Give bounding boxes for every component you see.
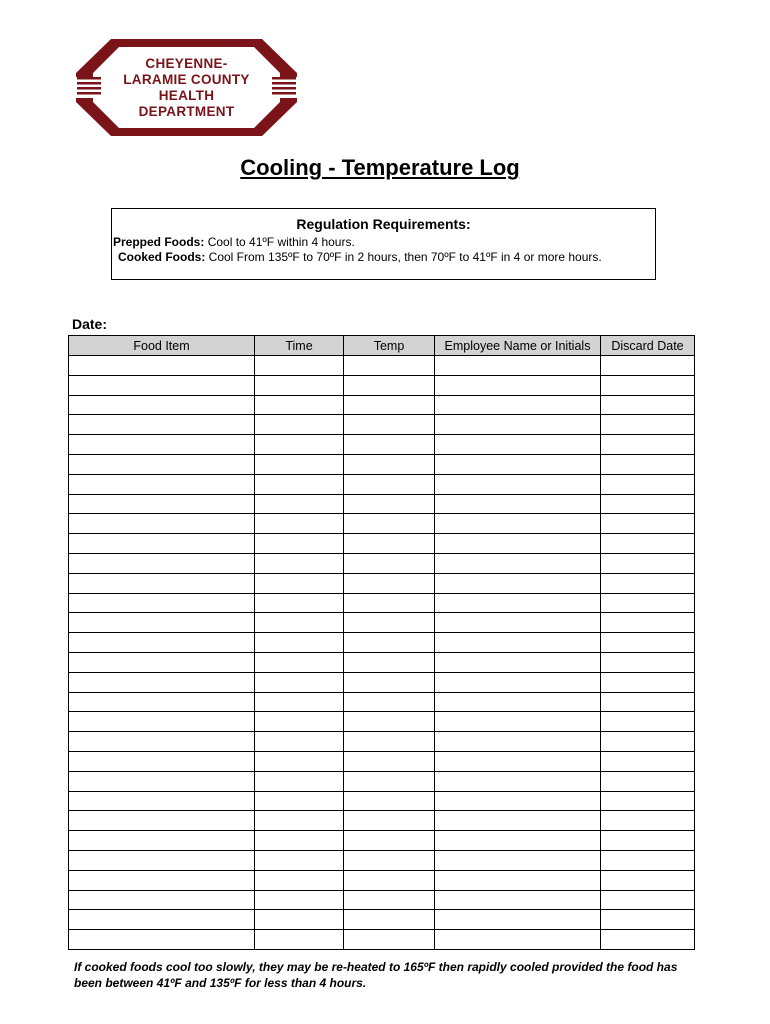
table-cell[interactable] <box>601 514 695 534</box>
table-cell[interactable] <box>69 375 255 395</box>
table-cell[interactable] <box>344 415 435 435</box>
table-cell[interactable] <box>69 870 255 890</box>
table-cell[interactable] <box>601 751 695 771</box>
table-cell[interactable] <box>255 633 344 653</box>
table-cell[interactable] <box>344 435 435 455</box>
cooked-foods-text: Cool From 135ºF to 70ºF in 2 hours, then 70ºF to 41ºF in 4 or more hours. <box>208 250 602 264</box>
table-cell[interactable] <box>344 751 435 771</box>
table-cell[interactable] <box>69 514 255 534</box>
table-cell[interactable] <box>601 850 695 870</box>
table-cell[interactable] <box>69 415 255 435</box>
table-cell[interactable] <box>601 672 695 692</box>
table-cell[interactable] <box>435 415 601 435</box>
table-cell[interactable] <box>69 534 255 554</box>
table-cell[interactable] <box>69 672 255 692</box>
table-row <box>69 395 695 415</box>
table-cell[interactable] <box>255 514 344 534</box>
table-cell[interactable] <box>69 474 255 494</box>
table-cell[interactable] <box>435 454 601 474</box>
table-cell[interactable] <box>69 910 255 930</box>
table-cell[interactable] <box>344 633 435 653</box>
table-cell[interactable] <box>255 791 344 811</box>
logo-line-1: CHEYENNE- <box>145 55 228 71</box>
cooked-foods-label: Cooked Foods: <box>118 250 206 264</box>
logo-text <box>75 37 298 138</box>
table-cell[interactable] <box>435 890 601 910</box>
table-row <box>69 474 695 494</box>
table-cell[interactable] <box>344 811 435 831</box>
table-row <box>69 375 695 395</box>
table-cell[interactable] <box>344 454 435 474</box>
table-cell[interactable] <box>601 831 695 851</box>
table-row <box>69 356 695 376</box>
table-cell[interactable] <box>601 553 695 573</box>
table-cell[interactable] <box>344 553 435 573</box>
table-cell[interactable] <box>255 850 344 870</box>
table-cell[interactable] <box>69 553 255 573</box>
table-cell[interactable] <box>601 712 695 732</box>
table-cell[interactable] <box>255 910 344 930</box>
table-cell[interactable] <box>344 356 435 376</box>
table-row <box>69 454 695 474</box>
health-department-logo <box>75 37 298 138</box>
table-cell[interactable] <box>344 791 435 811</box>
table-cell[interactable] <box>601 395 695 415</box>
table-cell[interactable] <box>255 415 344 435</box>
regulation-requirements-box <box>111 208 656 280</box>
table-cell[interactable] <box>255 553 344 573</box>
table-cell[interactable] <box>435 791 601 811</box>
table-cell[interactable] <box>69 435 255 455</box>
table-cell[interactable] <box>69 692 255 712</box>
table-cell[interactable] <box>435 474 601 494</box>
table-cell[interactable] <box>344 672 435 692</box>
table-cell[interactable] <box>255 435 344 455</box>
table-row <box>69 811 695 831</box>
table-cell[interactable] <box>601 534 695 554</box>
table-row <box>69 553 695 573</box>
table-cell[interactable] <box>255 890 344 910</box>
table-cell[interactable] <box>344 573 435 593</box>
table-cell[interactable] <box>69 811 255 831</box>
table-row <box>69 435 695 455</box>
table-cell[interactable] <box>435 870 601 890</box>
table-row <box>69 751 695 771</box>
table-cell[interactable] <box>435 771 601 791</box>
table-cell[interactable] <box>435 395 601 415</box>
table-cell[interactable] <box>435 553 601 573</box>
table-cell[interactable] <box>344 613 435 633</box>
table-cell[interactable] <box>255 593 344 613</box>
table-cell[interactable] <box>435 712 601 732</box>
prepped-foods-text: Cool to 41ºF within 4 hours. <box>207 235 355 249</box>
table-cell[interactable] <box>601 435 695 455</box>
table-row <box>69 870 695 890</box>
table-cell[interactable] <box>69 633 255 653</box>
table-cell[interactable] <box>344 593 435 613</box>
table-cell[interactable] <box>344 850 435 870</box>
table-cell[interactable] <box>435 534 601 554</box>
table-cell[interactable] <box>601 474 695 494</box>
table-cell[interactable] <box>69 613 255 633</box>
table-cell[interactable] <box>344 692 435 712</box>
column-header-employee: Employee Name or Initials <box>435 336 601 356</box>
table-cell[interactable] <box>255 613 344 633</box>
table-cell[interactable] <box>255 573 344 593</box>
table-cell[interactable] <box>255 692 344 712</box>
date-label: Date: <box>72 316 108 332</box>
table-cell[interactable] <box>69 494 255 514</box>
table-cell[interactable] <box>69 395 255 415</box>
table-cell[interactable] <box>601 454 695 474</box>
table-header-row <box>69 336 695 356</box>
table-cell[interactable] <box>344 712 435 732</box>
table-cell[interactable] <box>344 375 435 395</box>
table-cell[interactable] <box>435 633 601 653</box>
table-row <box>69 692 695 712</box>
table-cell[interactable] <box>601 494 695 514</box>
table-row <box>69 633 695 653</box>
table-row <box>69 652 695 672</box>
column-header-discard-date: Discard Date <box>601 336 695 356</box>
table-cell[interactable] <box>601 791 695 811</box>
table-cell[interactable] <box>69 356 255 376</box>
table-row <box>69 850 695 870</box>
table-cell[interactable] <box>255 672 344 692</box>
table-cell[interactable] <box>435 514 601 534</box>
table-cell[interactable] <box>69 751 255 771</box>
table-cell[interactable] <box>601 613 695 633</box>
table-cell[interactable] <box>255 534 344 554</box>
table-cell[interactable] <box>255 732 344 752</box>
table-cell[interactable] <box>601 771 695 791</box>
table-row <box>69 534 695 554</box>
table-cell[interactable] <box>601 930 695 950</box>
table-cell[interactable] <box>601 870 695 890</box>
table-row <box>69 930 695 950</box>
table-cell[interactable] <box>344 732 435 752</box>
table-cell[interactable] <box>69 573 255 593</box>
table-body <box>69 356 695 950</box>
table-cell[interactable] <box>601 811 695 831</box>
table-cell[interactable] <box>344 534 435 554</box>
table-cell[interactable] <box>69 890 255 910</box>
table-row <box>69 573 695 593</box>
table-cell[interactable] <box>435 850 601 870</box>
table-cell[interactable] <box>255 811 344 831</box>
table-row <box>69 910 695 930</box>
table-cell[interactable] <box>435 613 601 633</box>
table-cell[interactable] <box>255 751 344 771</box>
table-cell[interactable] <box>255 870 344 890</box>
page-title: Cooling - Temperature Log <box>240 155 520 180</box>
table-cell[interactable] <box>601 375 695 395</box>
table-row <box>69 771 695 791</box>
table-cell[interactable] <box>435 494 601 514</box>
table-cell[interactable] <box>255 395 344 415</box>
table-cell[interactable] <box>435 930 601 950</box>
table-cell[interactable] <box>435 652 601 672</box>
table-cell[interactable] <box>344 494 435 514</box>
table-cell[interactable] <box>601 890 695 910</box>
table-cell[interactable] <box>69 831 255 851</box>
table-row <box>69 672 695 692</box>
table-cell[interactable] <box>255 930 344 950</box>
logo-line-2: LARAMIE COUNTY <box>123 71 250 87</box>
table-cell[interactable] <box>435 692 601 712</box>
table-row <box>69 831 695 851</box>
table-cell[interactable] <box>69 791 255 811</box>
table-cell[interactable] <box>344 514 435 534</box>
prepped-foods-line <box>113 235 355 249</box>
table-cell[interactable] <box>435 593 601 613</box>
table-row <box>69 613 695 633</box>
table-cell[interactable] <box>255 454 344 474</box>
table-row <box>69 890 695 910</box>
table-cell[interactable] <box>601 910 695 930</box>
table-cell[interactable] <box>69 930 255 950</box>
table-cell[interactable] <box>255 771 344 791</box>
table-cell[interactable] <box>255 356 344 376</box>
table-cell[interactable] <box>435 435 601 455</box>
table-cell[interactable] <box>601 356 695 376</box>
table-cell[interactable] <box>601 415 695 435</box>
table-row <box>69 791 695 811</box>
table-cell[interactable] <box>255 375 344 395</box>
table-cell[interactable] <box>601 692 695 712</box>
table-cell[interactable] <box>344 910 435 930</box>
table-cell[interactable] <box>344 890 435 910</box>
table-cell[interactable] <box>435 910 601 930</box>
table-cell[interactable] <box>69 712 255 732</box>
table-row <box>69 514 695 534</box>
table-cell[interactable] <box>344 870 435 890</box>
table-cell[interactable] <box>255 831 344 851</box>
table-row <box>69 415 695 435</box>
table-cell[interactable] <box>435 573 601 593</box>
table-cell[interactable] <box>344 474 435 494</box>
table-cell[interactable] <box>255 494 344 514</box>
table-cell[interactable] <box>69 454 255 474</box>
table-cell[interactable] <box>435 751 601 771</box>
table-cell[interactable] <box>69 652 255 672</box>
table-cell[interactable] <box>255 712 344 732</box>
cooling-log-table <box>68 335 695 950</box>
table-row <box>69 732 695 752</box>
table-row <box>69 593 695 613</box>
table-cell[interactable] <box>344 652 435 672</box>
logo-line-4: DEPARTMENT <box>138 103 235 119</box>
table-cell[interactable] <box>435 811 601 831</box>
table-cell[interactable] <box>601 633 695 653</box>
table-cell[interactable] <box>601 732 695 752</box>
table-cell[interactable] <box>435 672 601 692</box>
table-cell[interactable] <box>69 593 255 613</box>
column-header-time: Time <box>255 336 344 356</box>
table-cell[interactable] <box>69 850 255 870</box>
table-cell[interactable] <box>344 930 435 950</box>
table-cell[interactable] <box>435 375 601 395</box>
table-cell[interactable] <box>69 732 255 752</box>
table-cell[interactable] <box>601 652 695 672</box>
cooked-foods-line <box>118 250 602 264</box>
table-cell[interactable] <box>435 356 601 376</box>
table-cell[interactable] <box>601 573 695 593</box>
table-cell[interactable] <box>435 831 601 851</box>
table-cell[interactable] <box>344 771 435 791</box>
table-cell[interactable] <box>255 652 344 672</box>
table-row <box>69 712 695 732</box>
column-header-food-item: Food Item <box>69 336 255 356</box>
table-cell[interactable] <box>435 732 601 752</box>
column-header-temp: Temp <box>344 336 435 356</box>
table-cell[interactable] <box>69 771 255 791</box>
footer-note: If cooked foods cool too slowly, they may be re-heated to 165ºF then rapidly cooled provided the food has been between 41ºF and 135ºF for less than 4 hours. <box>74 960 678 990</box>
requirements-heading: Regulation Requirements: <box>296 216 471 232</box>
table-row <box>69 494 695 514</box>
table-cell[interactable] <box>344 831 435 851</box>
logo-line-3: HEALTH <box>158 87 215 103</box>
table-cell[interactable] <box>601 593 695 613</box>
prepped-foods-label: Prepped Foods: <box>113 235 205 249</box>
table-cell[interactable] <box>344 395 435 415</box>
table-cell[interactable] <box>255 474 344 494</box>
